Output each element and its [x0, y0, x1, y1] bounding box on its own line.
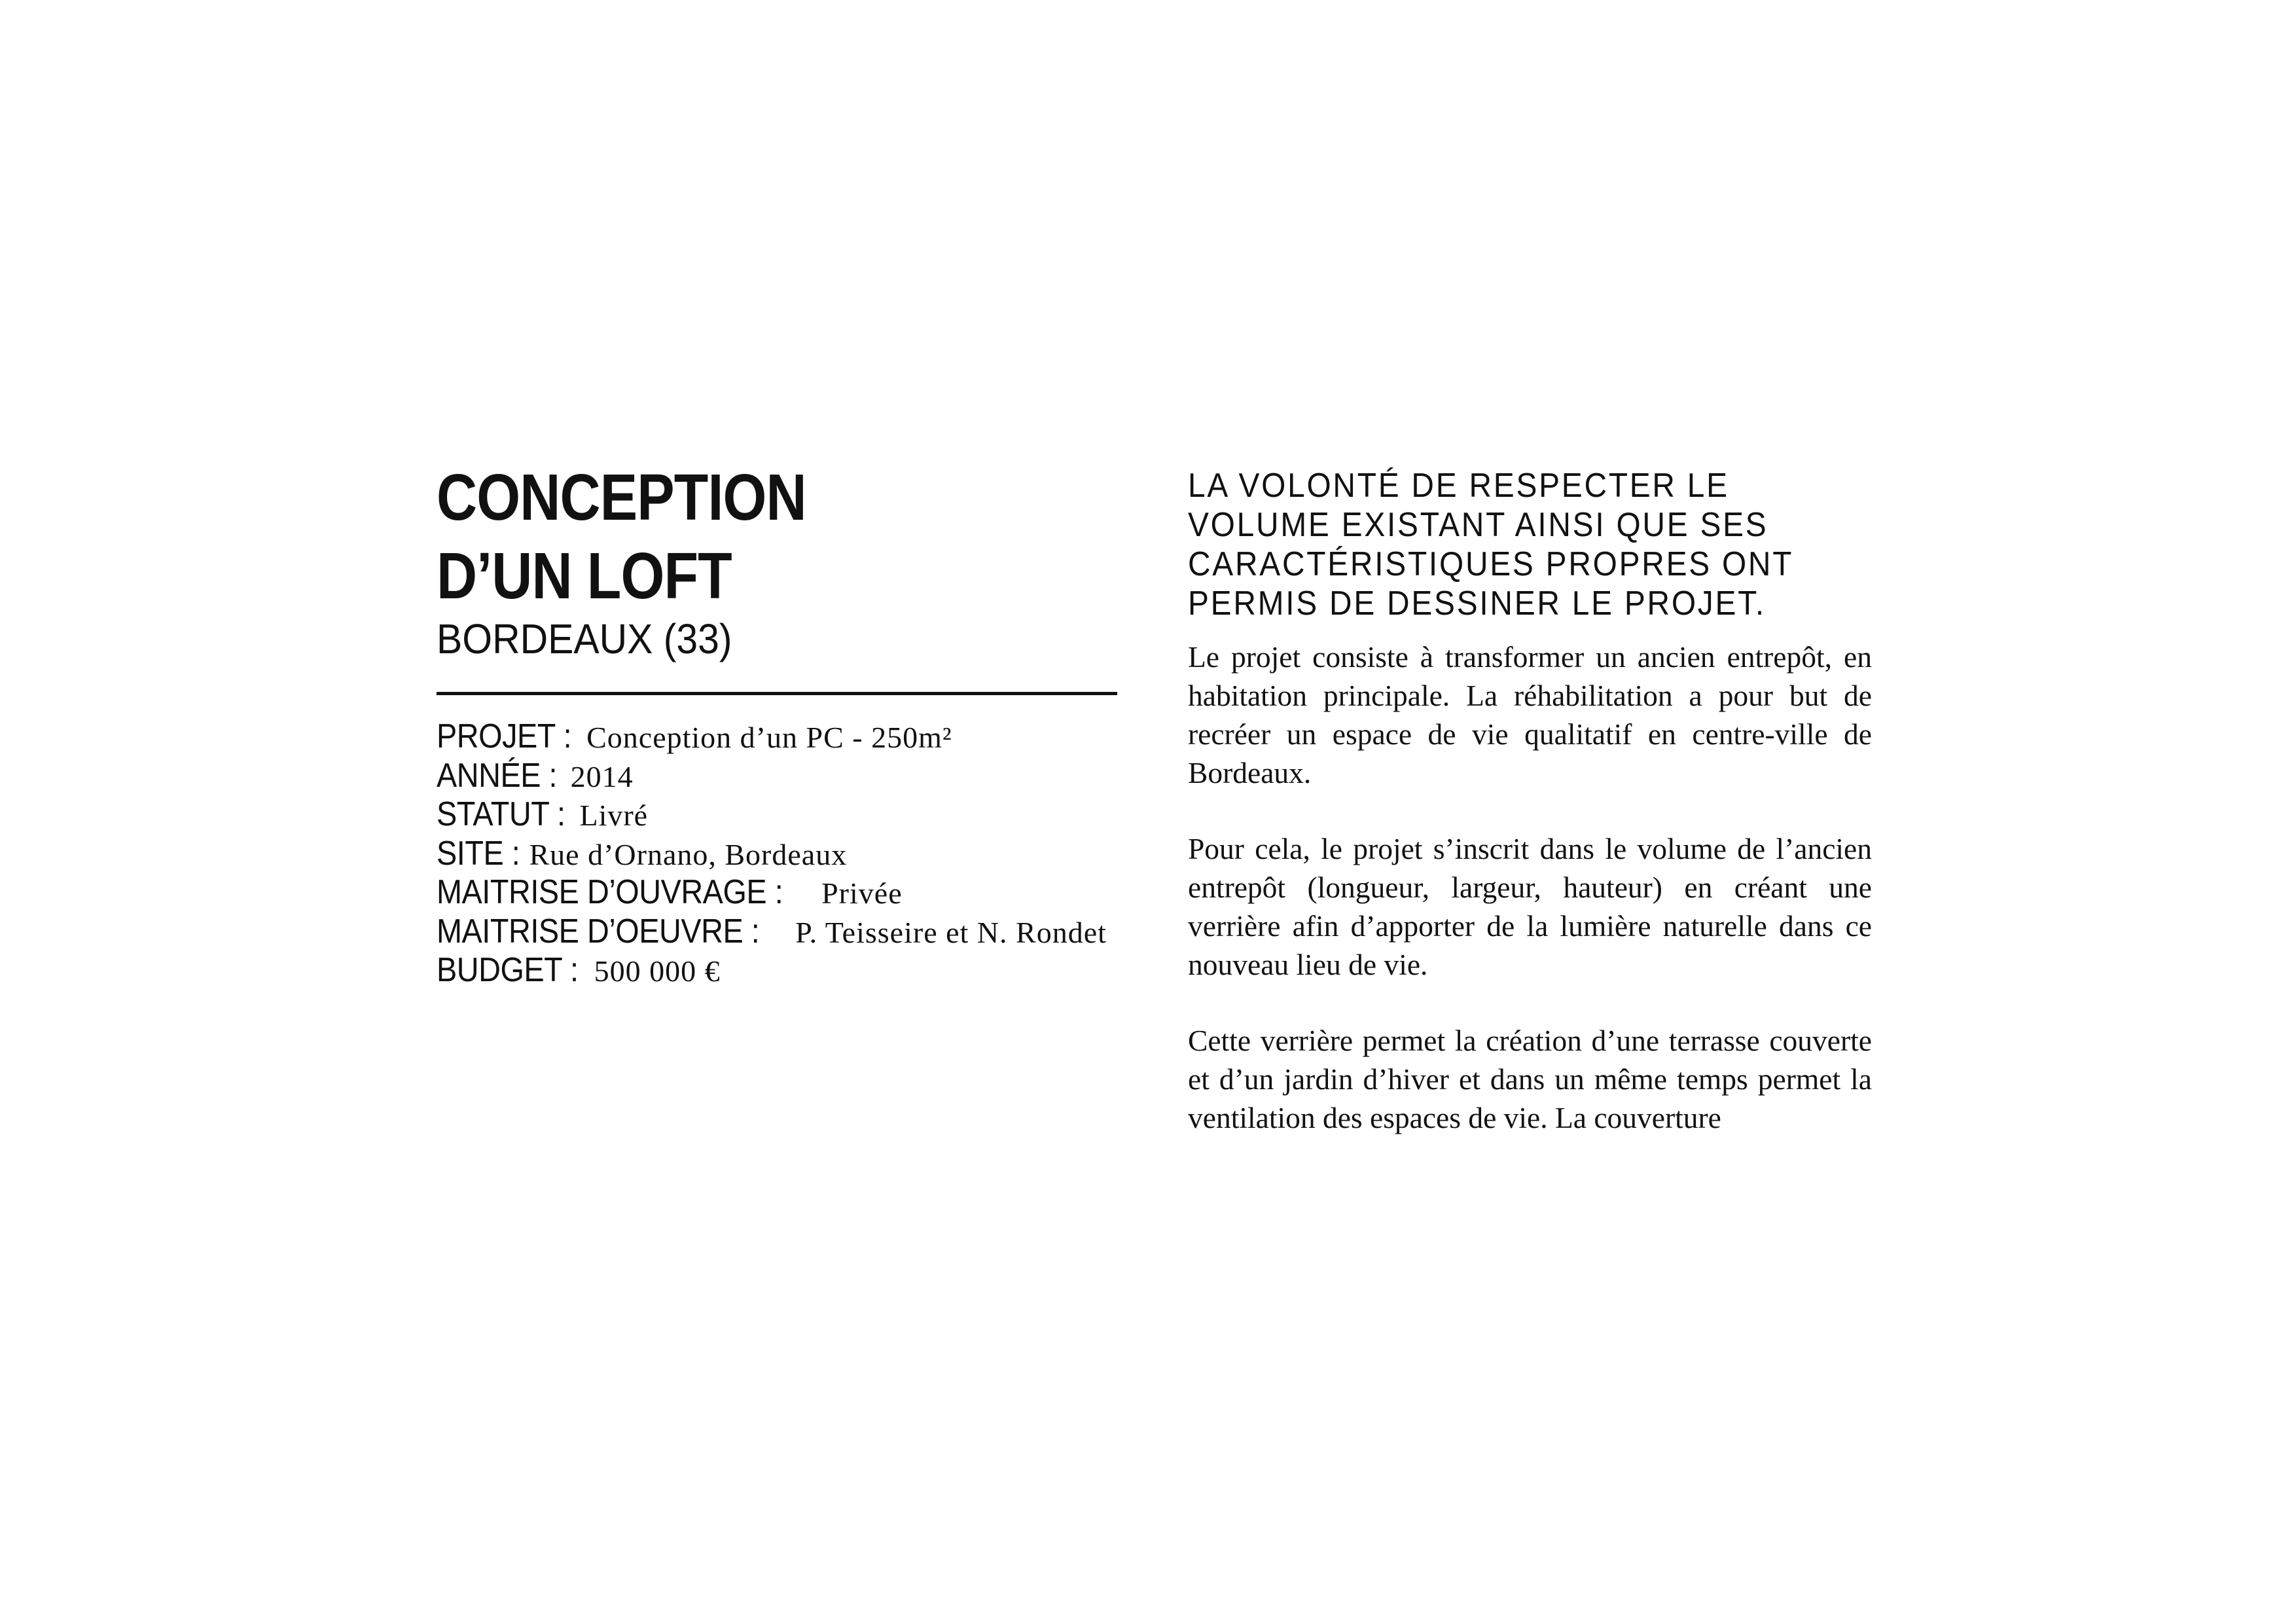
- info-label: MAITRISE D’OUVRAGE :: [437, 873, 783, 911]
- info-row-maitrise-oeuvre: [437, 912, 1130, 952]
- project-location: BORDEAUX (33): [437, 615, 732, 662]
- lead-line: PERMIS DE DESSINER LE PROJET.: [1188, 585, 1766, 623]
- project-header: [437, 458, 1117, 662]
- lead-line: VOLUME EXISTANT AINSI QUE SES: [1188, 506, 1768, 544]
- info-value: Conception d’un PC - 250m²: [586, 721, 952, 754]
- info-row-site: [437, 835, 1130, 874]
- lead-line: LA VOLONTÉ DE RESPECTER LE: [1188, 467, 1729, 505]
- lead-line: CARACTÉRISTIQUES PROPRES ONT: [1188, 545, 1794, 583]
- info-label: ANNÉE :: [437, 756, 558, 795]
- info-value: Livré: [579, 799, 649, 832]
- info-row-statut: [437, 795, 1130, 835]
- info-value: Rue d’Ornano, Bordeaux: [529, 837, 848, 871]
- info-value: 2014: [570, 759, 634, 793]
- info-row-annee: [437, 757, 1130, 796]
- header-divider: [437, 692, 1117, 695]
- info-row-budget: [437, 951, 1130, 990]
- project-title-line-2: D’UN LOFT: [437, 539, 732, 613]
- info-value: Privée: [821, 876, 903, 910]
- project-title-line-1: CONCEPTION: [437, 461, 806, 534]
- info-label: MAITRISE D’OEUVRE :: [437, 912, 760, 950]
- info-row-maitrise-ouvrage: [437, 873, 1130, 912]
- body-paragraph-2: Pour cela, le projet s’inscrit dans le volume de l’ancien entrepôt (longueur, largeur, hauteur) en créant une verrière afin d’apporter de la lumière naturelle dans ce nouveau lieu de vie.: [1188, 832, 1872, 981]
- info-row-projet: [437, 717, 1130, 757]
- info-label: PROJET :: [437, 717, 572, 755]
- info-label: STATUT :: [437, 795, 565, 833]
- info-value: P. Teisseire et N. Rondet: [795, 915, 1107, 949]
- info-label: BUDGET :: [437, 951, 579, 989]
- body-paragraph-3: Cette verrière permet la création d’une terrasse couverte et d’un jardin d’hiver et dans un même temps permet la ventilation des espaces de vie. La couverture: [1188, 1024, 1872, 1134]
- info-label: SITE :: [437, 834, 520, 873]
- body-paragraph-1: Le projet consiste à transformer un ancien entrepôt, en habitation principale. La réhabilitation a pour but de recréer un espace de vie qualitatif en centre-ville de Bordeaux.: [1188, 640, 1872, 789]
- lead-statement: [1188, 466, 1872, 623]
- project-info-list: [437, 717, 1130, 990]
- info-value: 500 000 €: [594, 954, 721, 988]
